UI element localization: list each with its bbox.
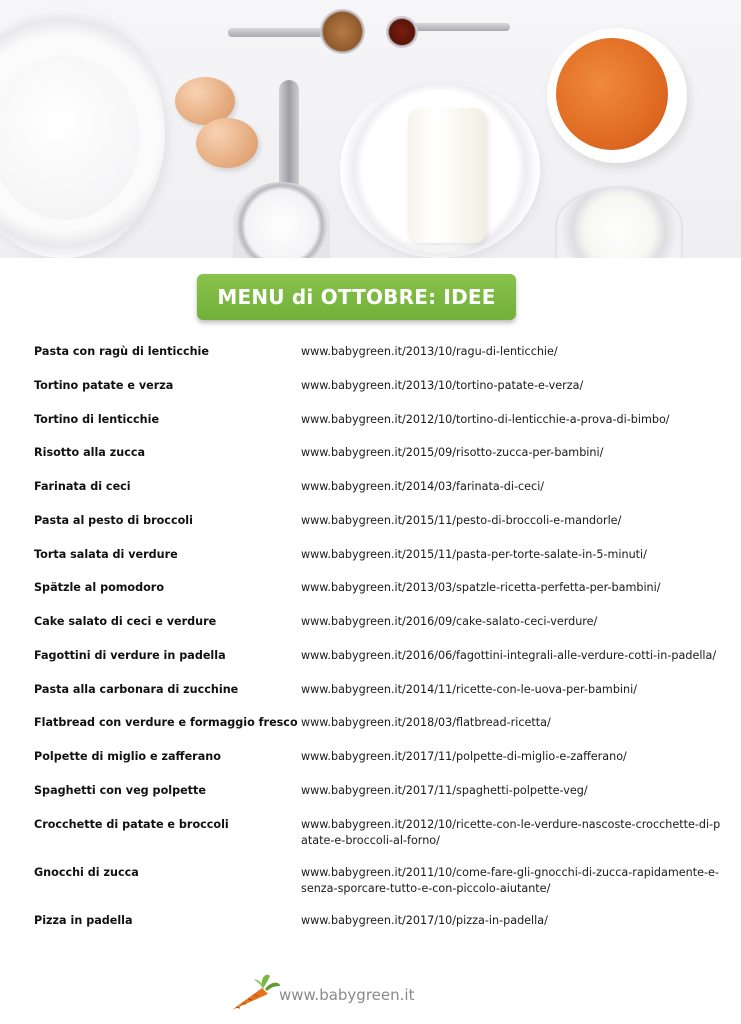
dish-name: Polpette di miglio e zafferano bbox=[34, 750, 221, 763]
recipe-link[interactable]: www.babygreen.it/2018/03/flatbread-ricetta/ bbox=[301, 716, 551, 730]
dish-name: Flatbread con verdure e formaggio fresco bbox=[34, 716, 298, 730]
dish-name: Spätzle al pomodoro bbox=[34, 581, 165, 595]
footer-site[interactable]: www.babygreen.it bbox=[279, 986, 415, 1004]
recipe-link[interactable]: www.babygreen.it/2014/11/ricette-con-le-uova-per-bambini/ bbox=[301, 682, 638, 696]
recipe-link[interactable]: www.babygreen.it/2016/06/fagottini-integrali-alle-verdure-cotti-in-padella/ bbox=[301, 648, 717, 662]
dish-name: Tortino di lenticchie bbox=[34, 412, 160, 426]
dish-name: Tortino patate e verza bbox=[34, 378, 174, 392]
recipe-link[interactable]: www.babygreen.it/2017/11/polpette-di-miglio-e-zafferano/ bbox=[301, 750, 627, 763]
recipe-link[interactable]: www.babygreen.it/2017/11/spaghetti-polpette-veg/ bbox=[301, 783, 588, 797]
dish-name: Pasta al pesto di broccoli bbox=[34, 513, 193, 527]
recipe-link[interactable]: www.babygreen.it/2015/11/pasta-per-torte-salate-in-5-minuti/ bbox=[301, 547, 647, 561]
dish-name: Torta salata di verdure bbox=[34, 547, 178, 561]
measuring-spoon-syrup bbox=[386, 16, 418, 48]
dish-name: Pasta con ragù di lenticchie bbox=[34, 345, 209, 358]
glass-of-milk bbox=[555, 186, 683, 258]
dish-name: Farinata di ceci bbox=[34, 480, 131, 493]
measuring-spoon-handle bbox=[228, 28, 323, 37]
recipe-link[interactable]: www.babygreen.it/2012/10/tortino-di-lenticchie-a-prova-di-bimbo/ bbox=[301, 412, 670, 426]
pumpkin-puree bbox=[556, 38, 668, 150]
measuring-spoon-spice bbox=[320, 9, 365, 54]
dish-name: Risotto alla zucca bbox=[34, 446, 146, 460]
carrot-logo-icon bbox=[224, 970, 282, 1016]
page-title: MENU di OTTOBRE: IDEE bbox=[197, 274, 516, 320]
dish-name: Crocchette di patate e broccoli bbox=[34, 817, 229, 831]
dish-name: Pasta alla carbonara di zucchine bbox=[34, 682, 239, 696]
measuring-spoon-handle bbox=[412, 23, 510, 31]
dish-name: Gnocchi di zucca bbox=[34, 865, 139, 879]
recipe-link[interactable]: www.babygreen.it/2017/10/pizza-in-padella/ bbox=[301, 913, 548, 927]
egg bbox=[196, 118, 258, 168]
recipe-link[interactable]: www.babygreen.it/2016/09/cake-salato-ceci-verdure/ bbox=[301, 615, 598, 628]
recipe-link[interactable]: www.babygreen.it/2011/10/come-fare-gli-gnocchi-di-zucca-rapidamente-e-senza-sporcare-tutto-e-con-piccolo-aiutante/ bbox=[301, 865, 719, 895]
recipe-link[interactable]: www.babygreen.it/2012/10/ricette-con-le-verdure-nascoste-crocchette-di-patate-e-broccoli-al-forno/ bbox=[301, 817, 721, 847]
dish-name: Cake salato di ceci e verdure bbox=[34, 615, 217, 628]
dish-name: Fagottini di verdure in padella bbox=[34, 648, 226, 662]
recipe-link[interactable]: www.babygreen.it/2014/03/farinata-di-ceci/ bbox=[301, 480, 545, 493]
measuring-cup-milk bbox=[233, 182, 330, 258]
dish-name: Spaghetti con veg polpette bbox=[34, 783, 206, 797]
hero-photo bbox=[0, 0, 741, 258]
recipe-link[interactable]: www.babygreen.it/2015/09/risotto-zucca-per-bambini/ bbox=[301, 446, 604, 460]
recipe-link[interactable]: www.babygreen.it/2013/10/tortino-patate-e-verza/ bbox=[301, 378, 584, 392]
cream-cheese bbox=[408, 108, 486, 243]
recipe-link[interactable]: www.babygreen.it/2013/03/spatzle-ricetta-perfetta-per-bambini/ bbox=[301, 581, 661, 595]
dish-name: Pizza in padella bbox=[34, 913, 133, 927]
recipe-link[interactable]: www.babygreen.it/2013/10/ragu-di-lenticchie/ bbox=[301, 345, 558, 358]
recipe-link[interactable]: www.babygreen.it/2015/11/pesto-di-broccoli-e-mandorle/ bbox=[301, 513, 622, 527]
